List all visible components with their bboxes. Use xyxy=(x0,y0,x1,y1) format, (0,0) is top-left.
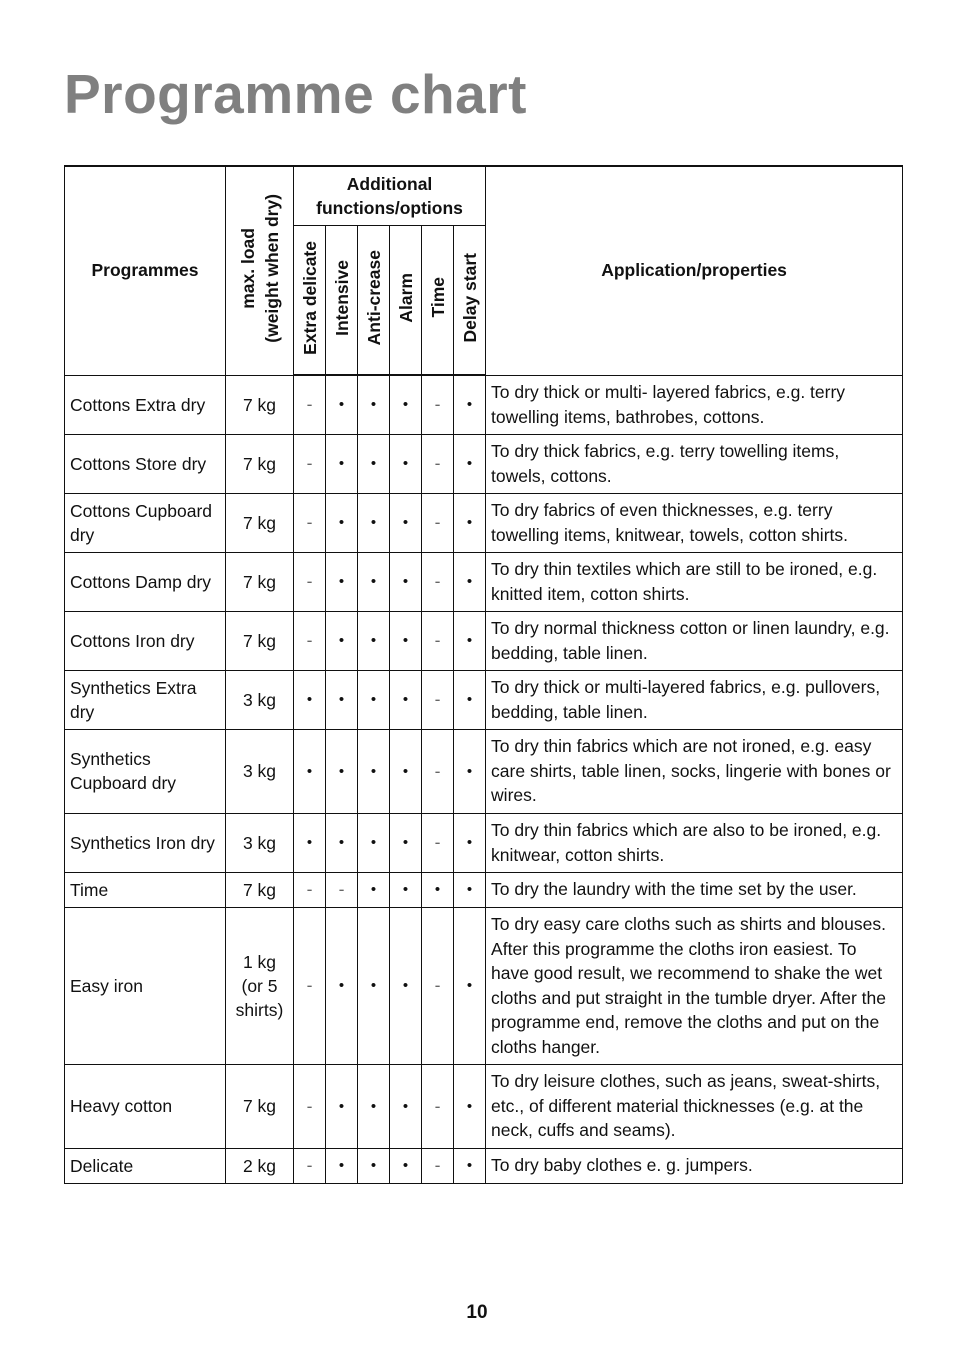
option-available: • xyxy=(326,493,358,552)
option-available: • xyxy=(390,813,422,872)
application-text: To dry leisure clothes, such as jeans, sweat-shirts, etc., of different material thicknesses (e.g. at the neck, cuffs and seams). xyxy=(486,1064,903,1148)
programme-name: Synthetics Iron dry xyxy=(65,813,226,872)
programme-name: Cottons Store dry xyxy=(65,434,226,493)
max-load-value: 7 kg xyxy=(226,1064,294,1148)
option-available: • xyxy=(422,872,454,907)
application-text: To dry thick fabrics, e.g. terry towelling items, towels, cottons. xyxy=(486,434,903,493)
option-label: Alarm xyxy=(395,272,416,323)
header-max-load xyxy=(226,166,294,375)
option-available: • xyxy=(326,611,358,670)
table-body xyxy=(65,375,903,1183)
option-available: • xyxy=(454,670,486,729)
option-unavailable: - xyxy=(294,552,326,611)
option-available: • xyxy=(390,872,422,907)
programme-name: Heavy cotton xyxy=(65,1064,226,1148)
application-text: To dry normal thickness cotton or linen laundry, e.g. bedding, table linen. xyxy=(486,611,903,670)
table-row xyxy=(65,729,903,813)
programme-name: Cottons Cupboard dry xyxy=(65,493,226,552)
option-unavailable: - xyxy=(422,1148,454,1183)
option-available: • xyxy=(454,813,486,872)
application-text: To dry the laundry with the time set by the user. xyxy=(486,872,903,907)
table-row xyxy=(65,375,903,434)
programme-name: Cottons Iron dry xyxy=(65,611,226,670)
option-unavailable: - xyxy=(326,872,358,907)
option-label: Time xyxy=(427,277,448,318)
option-available: • xyxy=(390,375,422,434)
option-unavailable: - xyxy=(422,670,454,729)
programme-name: Cottons Damp dry xyxy=(65,552,226,611)
option-unavailable: - xyxy=(294,907,326,1064)
option-available: • xyxy=(358,1148,390,1183)
option-available: • xyxy=(358,670,390,729)
programme-name: Synthetics Extra dry xyxy=(65,670,226,729)
option-available: • xyxy=(358,872,390,907)
programme-name: Time xyxy=(65,872,226,907)
option-unavailable: - xyxy=(294,872,326,907)
header-programmes: Programmes xyxy=(65,166,226,375)
header-option-alarm xyxy=(390,226,422,376)
table-row xyxy=(65,670,903,729)
option-available: • xyxy=(454,907,486,1064)
application-text: To dry thick or multi- layered fabrics, e.g. terry towelling items, bathrobes, cottons. xyxy=(486,375,903,434)
option-available: • xyxy=(326,907,358,1064)
header-additional-line2: functions/options xyxy=(316,198,463,218)
option-label: Delay start xyxy=(459,252,480,343)
header-max-load-line2: (weight when dry) xyxy=(261,193,282,343)
header-additional-functions xyxy=(294,166,486,226)
option-unavailable: - xyxy=(294,434,326,493)
option-unavailable: - xyxy=(422,813,454,872)
option-available: • xyxy=(326,670,358,729)
option-available: • xyxy=(390,434,422,493)
programme-name: Synthetics Cupboard dry xyxy=(65,729,226,813)
option-available: • xyxy=(326,1064,358,1148)
programme-name: Easy iron xyxy=(65,907,226,1064)
option-unavailable: - xyxy=(422,552,454,611)
max-load-value: 7 kg xyxy=(226,611,294,670)
table-row xyxy=(65,434,903,493)
option-available: • xyxy=(358,611,390,670)
option-unavailable: - xyxy=(422,611,454,670)
option-unavailable: - xyxy=(422,1064,454,1148)
option-available: • xyxy=(358,434,390,493)
max-load-value: 7 kg xyxy=(226,375,294,434)
option-label: Anti-crease xyxy=(363,249,384,346)
option-available: • xyxy=(326,729,358,813)
option-unavailable: - xyxy=(294,1064,326,1148)
header-option-intensive xyxy=(326,226,358,376)
header-max-load-line1: max. load xyxy=(237,227,258,309)
application-text: To dry thin fabrics which are also to be ironed, e.g. knitwear, cotton shirts. xyxy=(486,813,903,872)
option-available: • xyxy=(390,493,422,552)
option-unavailable: - xyxy=(422,907,454,1064)
header-option-time xyxy=(422,226,454,376)
programme-name: Cottons Extra dry xyxy=(65,375,226,434)
option-available: • xyxy=(454,729,486,813)
table-row xyxy=(65,493,903,552)
option-unavailable: - xyxy=(294,493,326,552)
max-load-value: 7 kg xyxy=(226,552,294,611)
max-load-value: 7 kg xyxy=(226,434,294,493)
option-available: • xyxy=(358,907,390,1064)
option-available: • xyxy=(358,552,390,611)
option-available: • xyxy=(390,611,422,670)
header-application: Application/properties xyxy=(486,166,903,375)
max-load-value: 7 kg xyxy=(226,872,294,907)
max-load-value: 1 kg (or 5 shirts) xyxy=(226,907,294,1064)
table-row xyxy=(65,813,903,872)
header-option-delay-start xyxy=(454,226,486,376)
application-text: To dry thick or multi-layered fabrics, e.g. pullovers, bedding, table linen. xyxy=(486,670,903,729)
application-text: To dry fabrics of even thicknesses, e.g. terry towelling items, knitwear, towels, cotton shirts. xyxy=(486,493,903,552)
page-number: 10 xyxy=(466,1302,488,1323)
option-unavailable: - xyxy=(422,729,454,813)
option-available: • xyxy=(454,872,486,907)
option-available: • xyxy=(454,375,486,434)
option-available: • xyxy=(390,907,422,1064)
table-row xyxy=(65,552,903,611)
header-option-anti-crease xyxy=(358,226,390,376)
option-available: • xyxy=(454,493,486,552)
option-available: • xyxy=(326,552,358,611)
application-text: To dry easy care cloths such as shirts and blouses. After this programme the cloths iron easiest. To have good result, we recommend to shake the wet cloths and put straight in the tumble dryer. After the programme end, remove the cloths and put on the cloths hanger. xyxy=(486,907,903,1064)
header-option-extra-delicate xyxy=(294,226,326,376)
max-load-value: 3 kg xyxy=(226,729,294,813)
option-unavailable: - xyxy=(422,434,454,493)
option-label: Extra delicate xyxy=(299,240,320,355)
option-available: • xyxy=(358,493,390,552)
table-row xyxy=(65,611,903,670)
option-available: • xyxy=(358,1064,390,1148)
option-available: • xyxy=(326,434,358,493)
option-label: Intensive xyxy=(331,259,352,336)
option-available: • xyxy=(358,813,390,872)
programme-name: Delicate xyxy=(65,1148,226,1183)
option-available: • xyxy=(390,1148,422,1183)
table-row xyxy=(65,872,903,907)
option-available: • xyxy=(326,375,358,434)
option-available: • xyxy=(454,1148,486,1183)
option-available: • xyxy=(326,1148,358,1183)
max-load-value: 7 kg xyxy=(226,493,294,552)
page-title: Programme chart xyxy=(64,63,527,125)
table-row xyxy=(65,1064,903,1148)
max-load-value: 2 kg xyxy=(226,1148,294,1183)
max-load-value: 3 kg xyxy=(226,813,294,872)
option-available: • xyxy=(326,813,358,872)
option-available: • xyxy=(358,729,390,813)
max-load-value: 3 kg xyxy=(226,670,294,729)
option-available: • xyxy=(294,670,326,729)
option-available: • xyxy=(390,729,422,813)
option-available: • xyxy=(454,434,486,493)
option-available: • xyxy=(390,1064,422,1148)
option-available: • xyxy=(454,552,486,611)
option-available: • xyxy=(358,375,390,434)
option-available: • xyxy=(294,813,326,872)
application-text: To dry thin textiles which are still to be ironed, e.g. knitted item, cotton shirts. xyxy=(486,552,903,611)
table-row xyxy=(65,907,903,1064)
option-unavailable: - xyxy=(294,1148,326,1183)
option-unavailable: - xyxy=(294,375,326,434)
option-unavailable: - xyxy=(422,375,454,434)
application-text: To dry baby clothes e. g. jumpers. xyxy=(486,1148,903,1183)
option-available: • xyxy=(454,611,486,670)
option-available: • xyxy=(390,670,422,729)
programme-table xyxy=(64,165,903,1184)
option-unavailable: - xyxy=(294,611,326,670)
option-available: • xyxy=(390,552,422,611)
table-row xyxy=(65,1148,903,1183)
option-unavailable: - xyxy=(422,493,454,552)
option-available: • xyxy=(454,1064,486,1148)
header-additional-line1: Additional xyxy=(346,174,433,194)
option-available: • xyxy=(294,729,326,813)
application-text: To dry thin fabrics which are not ironed, e.g. easy care shirts, table linen, socks, lingerie with bones or wires. xyxy=(486,729,903,813)
